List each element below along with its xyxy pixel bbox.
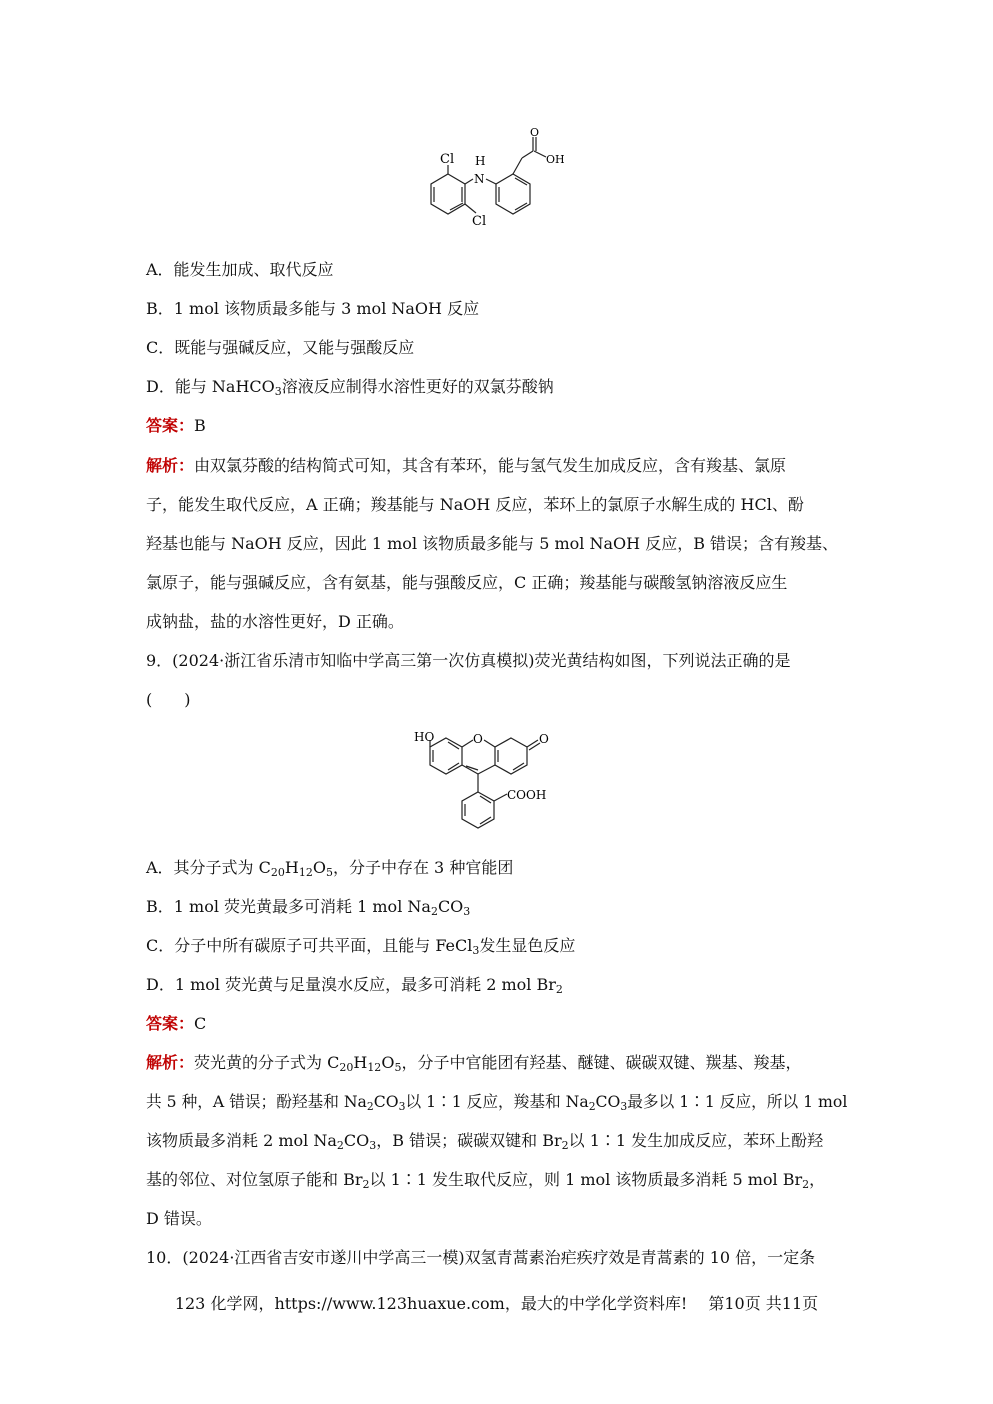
q9-option-c [146, 936, 847, 956]
text: CO [373, 1092, 399, 1111]
q8-analysis-line: 羟基也能与 NaOH 反应，因此 1 mol 该物质最多能与 5 mol NaOH 反应，B 错误；含有羧基、 [146, 534, 839, 553]
subscript: 3 [472, 944, 480, 957]
q8-option-b: B．1 mol 该物质最多能与 3 mol NaOH 反应 [146, 299, 480, 318]
q8-analysis-line [146, 456, 847, 476]
subscript: 2 [555, 983, 563, 996]
subscript: 2 [802, 1178, 810, 1191]
text: 基的邻位、对位氢原子能和 Br [146, 1170, 363, 1189]
text: 该物质最多消耗 2 mol Na [146, 1131, 337, 1150]
ho-label: HO [414, 730, 435, 744]
q8-option-c: C．既能与强碱反应，又能与强酸反应 [146, 338, 415, 357]
q9-option-b [146, 897, 847, 917]
q9-analysis-line [146, 1053, 847, 1073]
n-label: N [474, 172, 485, 186]
text: C．分子中所有碳原子可共平面，且能与 FeCl [146, 936, 473, 955]
oh-label: OH [546, 153, 565, 166]
keto-o-label: O [539, 732, 549, 746]
text: ，分子中存在 3 种官能团 [332, 858, 514, 877]
text: O [312, 858, 326, 877]
q9-stem-blank: ( ) [146, 690, 191, 709]
q8-option-d-text: 溶液反应制得水溶性更好的双氯芬酸钠 [281, 377, 554, 396]
q8-answer [146, 416, 847, 436]
answer-label: 答案： [146, 1014, 195, 1033]
text: O [381, 1053, 395, 1072]
text: H [284, 858, 299, 877]
subscript: 20 [339, 1061, 354, 1074]
q8-analysis-line: 氯原子，能与强碱反应，含有氨基，能与强酸反应，C 正确；羧基能与碳酸氢钠溶液反应生 [146, 573, 788, 592]
subscript: 3 [274, 385, 282, 398]
subscript: 2 [366, 1100, 374, 1113]
text: ，分子中官能团有羟基、醚键、碳碳双键、羰基、羧基， [401, 1053, 802, 1072]
q8-analysis-line: 子，能发生取代反应，A 正确；羧基能与 NaOH 反应，苯环上的氯原子水解生成的 HCl、酚 [146, 495, 804, 514]
subscript: 12 [367, 1061, 382, 1074]
subscript: 2 [362, 1178, 370, 1191]
text: 以 1∶1 发生加成反应，苯环上酚羟 [568, 1131, 824, 1150]
q8-analysis-line: 成钠盐，盐的水溶性更好，D 正确。 [146, 612, 404, 631]
subscript: 3 [398, 1100, 406, 1113]
text: H [353, 1053, 368, 1072]
text: 发生显色反应 [479, 936, 576, 955]
text: CO [437, 897, 464, 916]
text: D．1 mol 荧光黄与足量溴水反应，最多可消耗 2 mol Br [146, 975, 556, 994]
analysis-text: 由双氯芬酸的结构简式可知，其含有苯环，能与氢气发生加成反应，含有羧基、氯原 [194, 456, 787, 475]
q9-option-a [146, 858, 847, 878]
subscript: 5 [394, 1061, 402, 1074]
cl-label-bottom: Cl [472, 214, 487, 229]
q9-analysis-line [146, 1131, 847, 1151]
q8-option-d [146, 377, 847, 397]
text: 最多以 1∶1 反应，所以 1 mol [627, 1092, 848, 1111]
q9-analysis-line [146, 1170, 847, 1190]
q9-option-d [146, 975, 847, 995]
text: CO [595, 1092, 621, 1111]
nh-h-label: H [475, 154, 486, 168]
q9-analysis-line: D 错误。 [146, 1209, 212, 1228]
subscript: 3 [369, 1139, 377, 1152]
subscript: 3 [620, 1100, 628, 1113]
cooh-label: COOH [507, 788, 547, 802]
answer-label: 答案： [146, 416, 195, 435]
text: ，B 错误；碳碳双键和 Br [376, 1131, 562, 1150]
analysis-label: 解析： [146, 456, 195, 475]
cl-label-top: Cl [440, 152, 455, 167]
text: 以 1∶1 反应，羧基和 Na [405, 1092, 589, 1111]
text: B．1 mol 荧光黄最多可消耗 1 mol Na [146, 897, 431, 916]
answer-value: C [194, 1014, 207, 1033]
carbonyl-o-label: O [530, 126, 540, 139]
fluorescein-structure [410, 722, 590, 840]
subscript: 12 [298, 866, 313, 879]
q8-option-d-text: D．能与 NaHCO [146, 377, 275, 396]
subscript: 2 [336, 1139, 344, 1152]
text: CO [343, 1131, 370, 1150]
subscript: 2 [561, 1139, 569, 1152]
text: ， [809, 1170, 826, 1189]
subscript: 5 [325, 866, 333, 879]
q10-stem: 10．(2024·江西省吉安市遂川中学高三一模)双氢青蒿素治疟疾疗效是青蒿素的 10 倍，一定条 [146, 1248, 816, 1267]
text: A．其分子式为 C [146, 858, 271, 877]
subscript: 2 [430, 905, 438, 918]
ring-o-label: O [473, 732, 483, 746]
analysis-label: 解析： [146, 1053, 195, 1072]
answer-value: B [194, 416, 206, 435]
text: 以 1∶1 发生取代反应，则 1 mol 该物质最多消耗 5 mol Br [369, 1170, 803, 1189]
page-footer: 123 化学网，https://www.123huaxue.com，最大的中学化学资料库! 第10页 共11页 [174, 1294, 819, 1313]
q9-stem: 9．(2024·浙江省乐清市知临中学高三第一次仿真模拟)荧光黄结构如图，下列说法正确的是 [146, 651, 791, 670]
subscript: 2 [588, 1100, 596, 1113]
subscript: 3 [463, 905, 471, 918]
q8-option-a: A．能发生加成、取代反应 [146, 260, 334, 279]
diclofenac-structure [410, 125, 580, 243]
text: 荧光黄的分子式为 C [194, 1053, 340, 1072]
q9-analysis-line [146, 1092, 848, 1113]
text: 共 5 种，A 错误；酚羟基和 Na [146, 1092, 367, 1111]
subscript: 20 [270, 866, 285, 879]
q9-answer [146, 1014, 847, 1034]
